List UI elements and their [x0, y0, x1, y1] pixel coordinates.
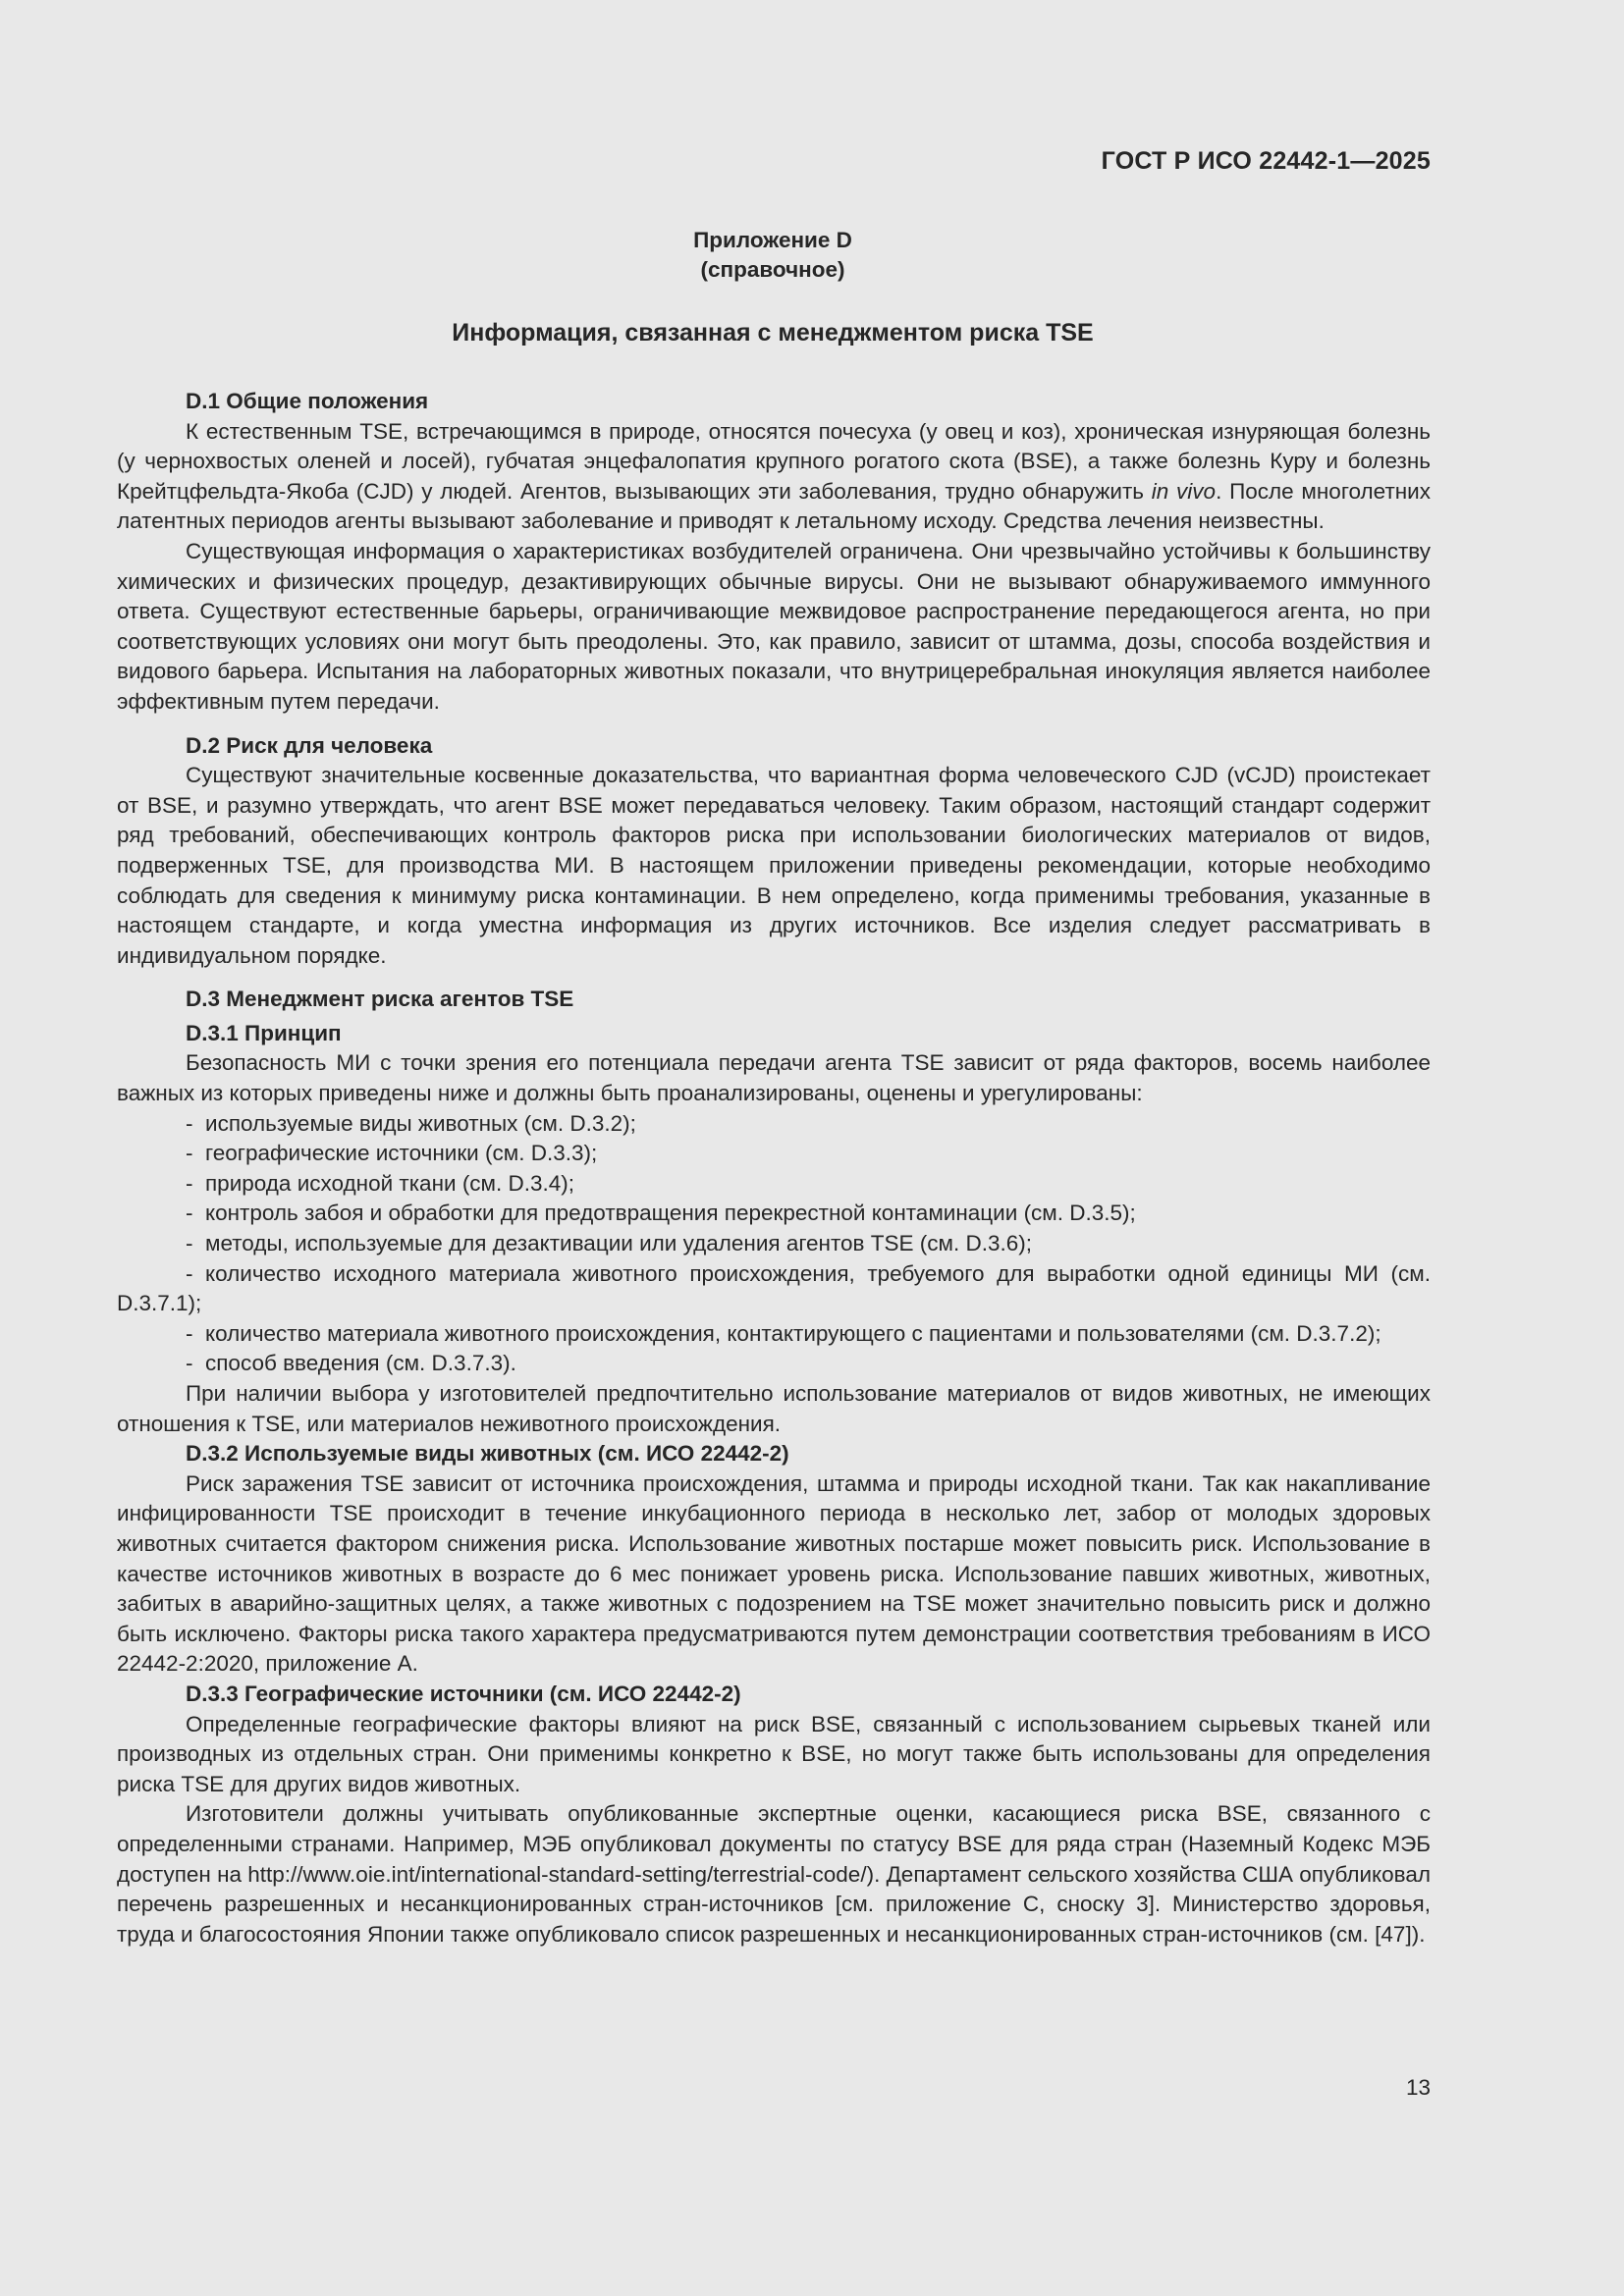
subsection-heading-d3-1: D.3.1 Принцип — [186, 1020, 342, 1045]
factor-list — [117, 1109, 1431, 1379]
list-item: - географические источники (см. D.3.3); — [186, 1141, 598, 1166]
paragraph: Риск заражения TSE зависит от источника происхождения, штамма и природы исходной ткани. Так как накапливание инфицированности TSE происходит в течение инкубационного периода в несколько лет, забор от молодых здоровых животных считается фактором снижения риска. Использование животных постарше может повысить риск. Использование в качестве источников животных в возрасте до 6 мес понижает уровень риска. Использование павших животных, животных, забитых в аварийно-защитных целях, а также животных с подозрением на TSE может значительно повысить риск и должно быть исключено. Факторы риска такого характера предусматриваются путем демонстрации соответствия требованиям в ИСО 22442-2:2020, приложение А. — [117, 1470, 1431, 1677]
list-item: - количество материала животного происхождения, контактирующего с пациентами и пользователями (см. D.3.7.2); — [186, 1320, 1381, 1346]
subsection-heading-d3-2: D.3.2 Используемые виды животных (см. ИСО 22442-2) — [186, 1441, 789, 1467]
list-item: - контроль забоя и обработки для предотвращения перекрестной контаминации (см. D.3.5); — [186, 1201, 1136, 1226]
paragraph: При наличии выбора у изготовителей предпочтительно использование материалов от видов животных, не имеющих отношения к TSE, или материалов неживотного происхождения. — [117, 1381, 1431, 1436]
paragraph: Существующая информация о характеристиках возбудителей ограничена. Они чрезвычайно устойчивы к большинству химических и физических процедур, дезактивирующих обычные вирусы. Они не вызывают обнаруживаемого иммунного ответа. Существуют естественные барьеры, ограничивающие межвидовое распространение передающегося агента, но при соответствующих условиях они могут быть преодолены. Это, как правило, зависит от штамма, дозы, способа воздействия и видового барьера. Испытания на лабораторных животных показали, что внутрицеребральная инокуляция является наиболее эффективным путем передачи. — [117, 538, 1431, 714]
list-item: - количество исходного материала животного происхождения, требуемого для выработки одной единицы МИ (см. D.3.7.1); — [117, 1260, 1431, 1316]
paragraph: Изготовители должны учитывать опубликованные экспертные оценки, касающиеся риска BSE, связанного с определенными странами. Например, МЭБ опубликовал документы по статусу BSE для ряда стран (Наземный Кодекс МЭБ доступен на http://www.oie.int/international-standard-setting/terrestrial-code/). Департамент сельского хозяйства США опубликовал перечень разрешенных и несанкционированных стран-источников [см. приложение С, сноску 3]. Министерство здоровья, труда и благосостояния Японии также опубликовало список разрешенных и несанкционированных стран-источников (см. [47]). — [117, 1801, 1431, 1947]
page-number: 13 — [1405, 2075, 1431, 2100]
list-item: - способ введения (см. D.3.7.3). — [186, 1351, 516, 1376]
appendix-title: Информация, связанная с менеджментом риска TSE — [452, 319, 1094, 347]
italic-term: in vivo — [1151, 478, 1217, 504]
section-heading-d1: D.1 Общие положения — [186, 389, 429, 413]
list-item: - методы, используемые для дезактивации или удаления агентов TSE (см. D.3.6); — [186, 1231, 1033, 1256]
appendix-heading — [0, 226, 1545, 285]
list-item: - используемые виды животных (см. D.3.2); — [186, 1110, 636, 1136]
appendix-kind: (справочное) — [700, 257, 845, 282]
paragraph: Безопасность МИ с точки зрения его потенциала передачи агента TSE зависит от ряда факторов, восемь наиболее важных из которых приведены ниже и должны быть проанализированы, оценены и урегулированы: — [117, 1050, 1431, 1106]
standard-code: ГОСТ Р ИСО 22442-1—2025 — [1101, 147, 1431, 175]
appendix-label: Приложение D — [693, 228, 852, 252]
list-item: - природа исходной ткани (см. D.3.4); — [186, 1170, 575, 1196]
paragraph: К естественным TSE, встречающимся в природе, относятся почесуха (у овец и коз), хроническая изнуряющая болезнь (у чернохвостых оленей и лосей), губчатая энцефалопатия крупного рогатого скота (BSE), а также болезнь Куру и болезнь Крейтцфельдта-Якоба (CJD) у людей. Агентов, вызывающих эти заболевания, трудно обнаружить in vivo. После многолетних латентных периодов агенты вызывают заболевание и приводят к летальному исходу. Средства лечения неизвестны. — [117, 418, 1431, 534]
section-heading-d2: D.2 Риск для человека — [186, 732, 433, 758]
paragraph: Определенные географические факторы влияют на риск BSE, связанный с использованием сырьевых тканей или производных из отдельных стран. Они применимы конкретно к BSE, но могут также быть использованы для определения риска TSE для других видов животных. — [117, 1711, 1431, 1796]
subsection-heading-d3-3: D.3.3 Географические источники (см. ИСО 22442-2) — [186, 1681, 741, 1706]
section-heading-d3: D.3 Менеджмент риска агентов TSE — [186, 987, 574, 1012]
document-body — [117, 387, 1431, 1949]
paragraph: Существуют значительные косвенные доказательства, что вариантная форма человеческого CJD (vCJD) проистекает от BSE, и разумно утверждать, что агент BSE может передаваться человеку. Таким образом, настоящий стандарт содержит ряд требований, обеспечивающих контроль факторов риска при использовании биологических материалов от видов, подверженных TSE, для производства МИ. В настоящем приложении приведены рекомендации, которые необходимо соблюдать для сведения к минимуму риска контаминации. В нем определено, когда применимы требования, указанные в настоящем стандарте, и когда уместна информация из других источников. Все изделия следует рассматривать в индивидуальном порядке. — [117, 763, 1431, 968]
